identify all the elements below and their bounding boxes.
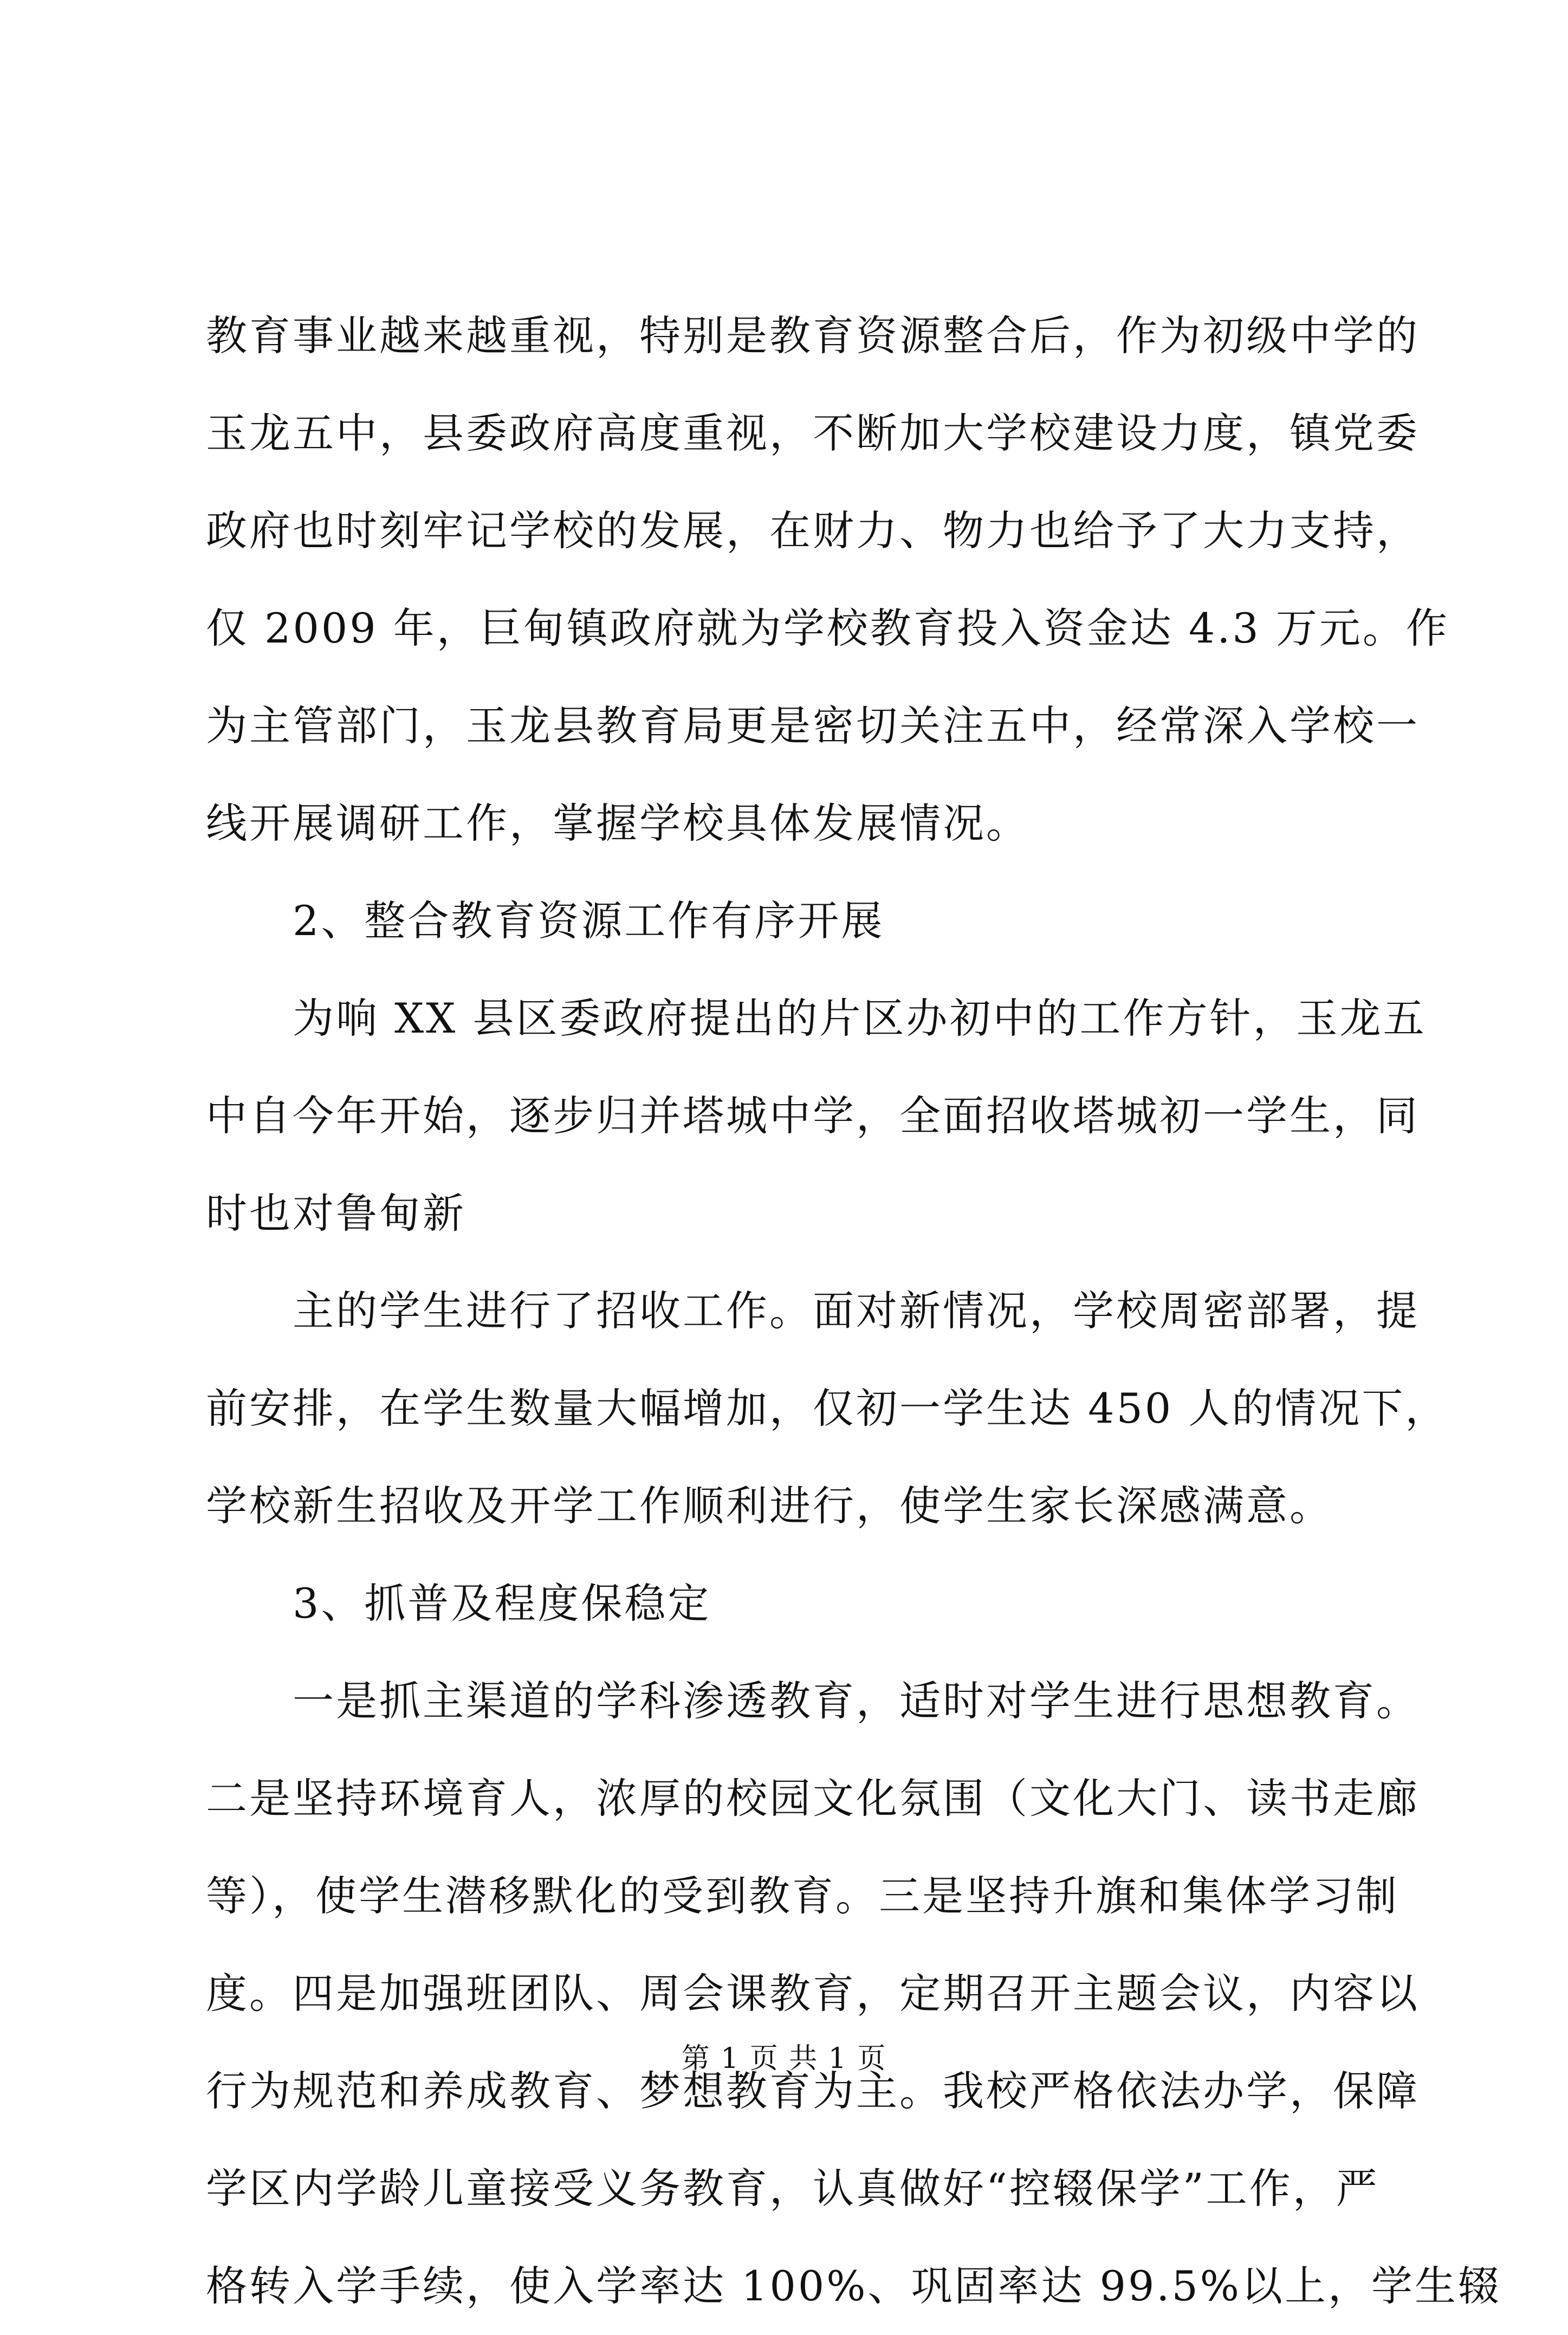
text-line: 主的学生进行了招收工作。面对新情况，学校周密部署，提 [293,1287,1420,1335]
text-line: 线开展调研工作，掌握学校具体发展情况。 [206,799,1029,847]
text-line: 3、抓普及程度保稳定 [293,1579,711,1627]
text-line: 仅 2009 年，巨甸镇政府就为学校教育投入资金达 4.3 万元。作 [206,604,1449,652]
text-line: 等），使学生潜移默化的受到教育。三是坚持升旗和集体学习制 [206,1872,1399,1920]
text-line: 时也对鲁甸新 [206,1189,466,1237]
text-line: 中自今年开始，逐步归并塔城中学，全面招收塔城初一学生，同 [206,1092,1420,1140]
text-line: 2、整合教育资源工作有序开展 [293,897,885,945]
page-footer: 第 1 页 共 1 页 [681,2042,887,2075]
text-line: 前安排，在学生数量大幅增加，仅初一学生达 450 人的情况下， [206,1384,1449,1432]
text-line: 政府也时刻牢记学校的发展，在财力、物力也给予了大力支持， [206,507,1420,555]
text-line: 教育事业越来越重视，特别是教育资源整合后，作为初级中学的 [206,312,1420,360]
text-line: 一是抓主渠道的学科渗透教育，适时对学生进行思想教育。 [293,1677,1420,1725]
text-line: 二是坚持环境育人，浓厚的校园文化氛围（文化大门、读书走廊 [206,1774,1420,1822]
text-line: 度。四是加强班团队、周会课教育，定期召开主题会议，内容以 [206,1969,1420,2018]
text-line: 为主管部门，玉龙县教育局更是密切关注五中，经常深入学校一 [206,702,1420,750]
body-text [206,287,1502,2335]
text-line: 玉龙五中，县委政府高度重视，不断加大学校建设力度，镇党委 [206,409,1420,457]
text-line: 学校新生招收及开学工作顺利进行，使学生家长深感满意。 [206,1482,1333,1530]
text-line: 学区内学龄儿童接受义务教育，认真做好“控辍保学”工作，严 [206,2164,1379,2213]
text-line: 为响 XX 县区委政府提出的片区办初中的工作方针，玉龙五 [293,994,1427,1042]
text-line: 格转入学手续，使入学率达 100%、巩固率达 99.5%以上，学生辍 [206,2262,1502,2310]
text-line: 行为规范和养成教育、梦想教育为主。我校严格依法办学，保障 [206,2067,1420,2115]
